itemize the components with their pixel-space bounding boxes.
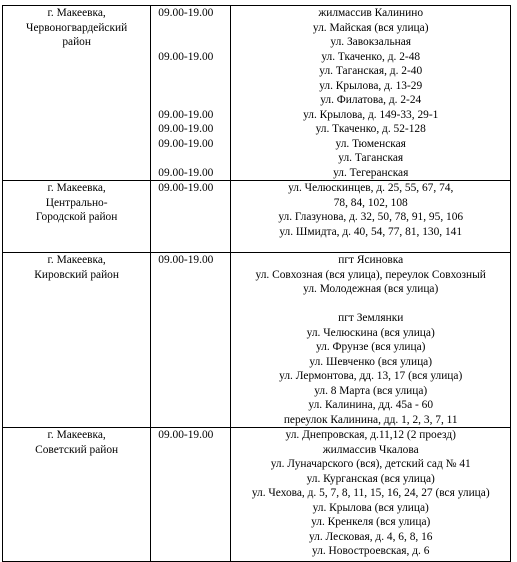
district-line: Центрально- (45, 196, 108, 209)
time-line: 09.00-19.00 (158, 166, 214, 179)
street-line: ул. Шмидта, д. 40, 54, 77, 81, 130, 141 (279, 225, 463, 238)
street-line: ул. Тюменская (335, 137, 406, 150)
street-line: ул. Совхозная (вся улица), переулок Совхозный (255, 268, 486, 281)
street-line: пгт Землянки (338, 312, 404, 324)
time-line: 09.00-19.00 (158, 254, 214, 266)
district-line: район (62, 36, 91, 48)
district-cell (3, 181, 151, 253)
street-line: ул. Лесковая, д. 4, 6, 8, 16 (308, 530, 433, 543)
street-line: пгт Ясиновка (338, 254, 404, 266)
street-line: ул. Фрунзе (вся улица) (315, 341, 426, 353)
street-line: ул. 8 Марта (вся улица) (314, 384, 428, 397)
street-line: жилмассив Чкалова (322, 443, 419, 456)
table-row (3, 428, 511, 562)
district-line: г. Макеевка, (47, 429, 106, 441)
streets-cell (231, 253, 511, 428)
time-line (151, 79, 230, 94)
street-line: ул. Майская (вся улица) (312, 21, 429, 34)
time-line (151, 21, 230, 36)
street-line: ул. Ткаченко, д. 52-128 (315, 123, 426, 135)
street-line: переулок Калинина, дд. 1, 2, 3, 7, 11 (283, 413, 458, 426)
time-line: 09.00-19.00 (158, 108, 214, 121)
street-line: ул. Филатова, д. 2-24 (320, 94, 422, 106)
table-row (3, 181, 511, 253)
district-line: г. Макеевка, (47, 7, 106, 19)
streets-cell (231, 181, 511, 253)
time-line: 09.00-19.00 (158, 137, 214, 150)
street-line: ул. Крылова (вся улица) (312, 501, 429, 514)
table-row (3, 253, 511, 428)
street-line: ул. Завокзальная (330, 36, 412, 48)
streets-cell (231, 6, 511, 181)
street-line (231, 297, 510, 312)
street-line: ул. Ткаченко, д. 2-48 (321, 50, 421, 63)
street-line: ул. Таганская, д. 2-40 (319, 65, 423, 77)
district-cell (3, 253, 151, 428)
time-line (151, 35, 230, 50)
district-line: Червоногвардейский (26, 21, 128, 34)
time-line (151, 64, 230, 79)
time-line (151, 151, 230, 166)
street-line: ул. Таганская (338, 152, 404, 164)
time-line: 09.00-19.00 (158, 182, 214, 194)
time-cell (151, 6, 231, 181)
time-line: 09.00-19.00 (158, 429, 214, 441)
street-line: ул. Тегеранская (333, 166, 409, 179)
district-cell (3, 6, 151, 181)
street-line: ул. Луначарского (вся), детский сад № 41 (270, 458, 471, 470)
street-line: ул. Курганская (вся улица) (306, 472, 435, 485)
street-line: ул. Глазунова, д. 32, 50, 78, 91, 95, 106 (278, 211, 464, 223)
street-line: ул. Челюскина (вся улица) (306, 326, 435, 339)
street-line: ул. Калинина, дд. 45а - 60 (308, 399, 434, 411)
street-line: ул. Шевченко (вся улица) (309, 355, 433, 368)
district-line: г. Макеевка, (47, 182, 106, 194)
street-line: ул. Днепровская, д.11,12 (2 проезд) (285, 429, 456, 441)
street-line: ул. Молодежная (вся улица) (303, 283, 439, 295)
table-body (3, 6, 511, 562)
street-line: ул. Крылова, д. 13-29 (319, 79, 423, 92)
outage-schedule-table (2, 5, 511, 562)
district-line: Городской район (35, 211, 118, 223)
time-line: 09.00-19.00 (158, 7, 214, 19)
table-row (3, 6, 511, 181)
street-line: ул. Крылова, д. 149-33, 29-1 (303, 108, 439, 121)
time-line: 09.00-19.00 (158, 50, 214, 63)
district-cell (3, 428, 151, 562)
street-line: жилмассив Калинино (318, 7, 424, 19)
district-line: Кировский район (34, 268, 119, 281)
streets-cell (231, 428, 511, 562)
street-line: ул. Кренкеля (вся улица) (311, 516, 431, 528)
time-line (151, 93, 230, 108)
time-cell (151, 428, 231, 562)
time-line: 09.00-19.00 (158, 123, 214, 135)
time-cell (151, 181, 231, 253)
street-line: ул. Челюскинцев, д. 25, 55, 67, 74, (288, 182, 454, 194)
district-line: г. Макеевка, (47, 254, 106, 266)
street-line: ул. Чехова, д. 5, 7, 8, 11, 15, 16, 24, 27 (вся улица) (251, 487, 490, 499)
street-line: ул. Лермонтова, дд. 13, 17 (вся улица) (279, 370, 463, 382)
district-line: Советский район (35, 443, 119, 456)
time-cell (151, 253, 231, 428)
street-line: ул. Новостроевская, д. 6 (311, 545, 430, 557)
street-line: 78, 84, 102, 108 (333, 196, 408, 209)
